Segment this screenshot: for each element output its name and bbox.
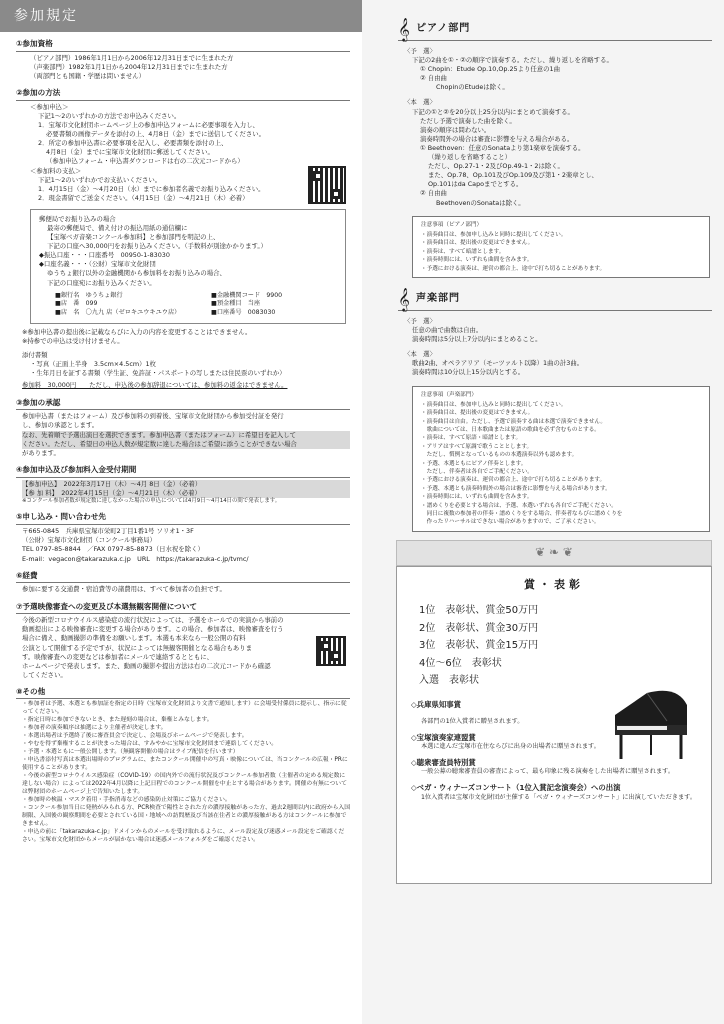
- text-line: があります。: [22, 448, 60, 457]
- section-covid-change: [16, 601, 350, 680]
- list-item: ただし、伴奏者は各自でご手配ください。: [421, 469, 533, 476]
- list-item: ・演奏は、すべて暗譜とします。: [421, 248, 505, 255]
- list-item: ・予選、本選ともにピアノ伴奏とします。: [421, 460, 527, 467]
- bank-transfer-box: [30, 209, 346, 324]
- text-line: Op.101はda Capoまでとする。: [428, 180, 523, 189]
- list-item: ・演奏曲目は、提出後の変更はできません。: [421, 240, 534, 247]
- page-title: 参加規定: [0, 0, 362, 32]
- section-eligibility: [16, 39, 350, 81]
- award-desc: 1位入賞者は宝塚市文化財団が主催する「ベガ・ウィナーズコンサート」に出演していただきます。: [421, 793, 697, 801]
- ornament-divider: [396, 540, 712, 566]
- bank-info-table: [55, 292, 288, 318]
- text-line: 歌曲2曲、オペラアリア（モーツァルト以降）1曲の計3曲。: [412, 359, 584, 368]
- section-heading: ⑧その他: [16, 687, 350, 699]
- list-item: ・演奏曲目は、参加申し込みと同時に提出してください。: [421, 231, 567, 238]
- text-line: 下記1～2のいずれかの方法でお申込みください。: [38, 111, 181, 120]
- text-line: 【参加申込】 2022年3月17日（木）～4月 8日（金）（必着）: [22, 480, 350, 489]
- award-name: ◇聴衆審査員特別賞: [411, 757, 476, 767]
- list-item: ・予選、本選とも演奏時間外の場合は審査に影響を与える場合があります。: [421, 485, 611, 492]
- text-line: （参加申込フォーム・申込書ダウンロードは右の二次元コードから）: [46, 157, 244, 166]
- text-line: 4月8日（金）までに宝塚市文化財団に郵送してください。: [46, 148, 214, 157]
- contact-email-link[interactable]: E-mail：vegacon@takarazuka.c.jp URL https://takarazuka-c.jp/tvmc/: [22, 554, 249, 563]
- section-heading: ②参加の方法: [16, 88, 350, 101]
- text-line: 必要書類の画像データを添付の上、4月8日（金）までに送信してください。: [46, 130, 266, 139]
- text-line: 任意の曲で曲数は自由。: [412, 326, 483, 335]
- section-heading: ①参加資格: [16, 39, 350, 52]
- note-title: 注意事項（ピアノ部門）: [421, 221, 483, 228]
- text-line: ◆口座名義・・・（公財）宝塚市文化財団: [39, 260, 156, 269]
- section-heading: ⑦予選映像審査への変更及び本選無観客開催について: [16, 602, 350, 615]
- text-line: ＜参加料の支払＞: [30, 166, 82, 175]
- voice-section-header: [398, 288, 712, 311]
- text-line: ② 自由曲: [420, 74, 447, 83]
- section-heading: ④参加申込及び参加料入金受付期間: [16, 465, 350, 478]
- treble-clef-icon: 𝄞: [398, 286, 410, 311]
- table-cell: ■店 番 099: [55, 300, 98, 308]
- text-line: 〈予 選〉: [404, 47, 436, 55]
- section-contact: [16, 512, 350, 563]
- text-line: 2．所定の参加申込書に必要事項を記入し、必要書類を添付の上、: [38, 139, 228, 148]
- list-item: ・申込の前に「takarazuka-c.jp」ドメインからのメールを受け取れるように、メール設定及び迷惑メール設定をご確認ください。宝塚市文化財団からメールが届かない場合は迷惑メールフォルダをご確認ください。: [22, 829, 345, 844]
- text-line: 1．宝塚市文化財団ホームページ上の参加申込フォームに必要事項を入力し、: [38, 121, 259, 130]
- text-line: 〈本 選〉: [404, 350, 436, 359]
- section-heading: ⑥経費: [16, 571, 350, 584]
- text-line: ・生年月日を証する書類（学生証、免許証・パスポートの写しまたは住民票のいずれか）: [30, 369, 286, 378]
- award-desc: 一般公募の聴衆審査員の審査によって、最も印象に残る演奏をした出場者に贈呈されます。: [421, 768, 675, 776]
- text-line: TEL 0797-85-8844 ／FAX 0797-85-8873（日水祝を除く）: [22, 545, 204, 554]
- text-line: ＜参加申込＞: [30, 102, 69, 111]
- list-item: ・申込書添付写真は本選出場時のプログラムに、またコンクール開催中の写真・映像については、当コンクールの広報・PRに使用することがあります。: [22, 757, 348, 772]
- table-cell: ■銀行名 ゆうちょ銀行: [55, 291, 123, 299]
- text-line: ・写真（正面上半身 3.5cm×4.5cm）1枚: [30, 360, 156, 369]
- text-line: なお、先着順で予選出演日を選択できます。参加申込書（またはフォーム）に希望日を記入して: [22, 431, 350, 440]
- text-line: ゆうちょ銀行以外の金融機関から参加料をお振り込みの場合、: [47, 269, 226, 278]
- list-item: ・参加時の検温・マスク着用・手指消毒などの感染防止対策にご協力ください。: [22, 797, 231, 804]
- list-item: ・予選・本選ともに一般公開します。（無観客開催の場合はライブ配信を行います）: [22, 749, 239, 756]
- prize-rank: 4位～6位 表彰状: [419, 657, 502, 669]
- text-line: 演奏時間は10分以上15分以内とする。: [412, 368, 525, 377]
- text-line: す。映像審査への変更などは参加者にメールで連絡するとともに、: [22, 652, 214, 661]
- text-line: 〈本 選〉: [404, 98, 436, 107]
- text-line: 郵便局でお振り込みの場合: [39, 214, 116, 223]
- list-item: ・今後の新型コロナウイルス感染症（COVID-19）の国内外での流行状況及びコンクール参加者数（主催者の定める規定数に達しない場合）によっては2022年4月以降に上記日程でのコンクール開催を中止とする場合があります。開催の有無については弊財団のホームページ上で告知いたします。: [22, 773, 347, 796]
- left-column: [0, 0, 362, 845]
- prize-box: [396, 566, 712, 884]
- section-other: [16, 686, 351, 845]
- text-line: 公演として開催する予定ですが、状況によっては無観客開催となる場合もありま: [22, 643, 253, 652]
- text-line: 参加申込書（またはフォーム）及び参加料の到着後、宝塚市文化財団から参加受付証を発行: [22, 412, 284, 421]
- text-line: BeethovenのSonataは除く。: [436, 198, 525, 207]
- piano-section-title: ピアノ部門: [416, 22, 471, 34]
- text-line: （声楽部門）1982年1月1日から2004年12月31日までに生まれた方: [30, 62, 228, 71]
- text-line: （両部門とも国籍・学歴は問いません）: [30, 71, 146, 80]
- text-line: 1．4月15日（金）～4月20日（水）までに参加者名義でお振り込みください。: [38, 184, 265, 193]
- section-heading: ⑤申し込み・問い合わせ先: [16, 512, 350, 525]
- text-line: 〒665-0845 兵庫県宝塚市栄町2丁目1番1号 ソリオ1・3F: [22, 527, 194, 536]
- text-line: ※持参での申込は受け付けません。: [22, 337, 124, 346]
- qr-code-icon[interactable]: [316, 636, 346, 666]
- qr-code-icon[interactable]: [308, 166, 346, 204]
- award-desc: 各部門の1位入賞者に贈呈されます。: [421, 717, 524, 725]
- list-item: ・予選における演奏は、運営の都合上、途中で打ち切ることがあります。: [421, 265, 606, 272]
- voice-section-title: 声楽部門: [416, 292, 460, 304]
- note-title: 注意事項（声楽部門）: [421, 391, 477, 398]
- text-line: 【宝塚ベガ音楽コンクール参加料】と参加部門を明記の上、: [47, 233, 220, 242]
- text-line: し、参加の承認とします。: [22, 421, 99, 430]
- table-row: [55, 309, 288, 318]
- text-line: 最寄の郵便局で、備え付けの振込用紙の通信欄に: [47, 223, 188, 232]
- text-line: 下記の口座へ30,000円をお振り込みください。（手数料が別途かかります。）: [47, 242, 267, 251]
- list-item: ・やむを得ず棄権することが決まった場合は、すみやかに宝塚市文化財団まで連絡してください。: [22, 741, 278, 748]
- prize-rank: 1位 表彰状、賞金50万円: [419, 605, 539, 617]
- text-line: （繰り返しを省略すること）: [428, 153, 512, 162]
- prize-title: 賞・表彰: [524, 577, 584, 591]
- text-line: ② 自由曲: [420, 189, 447, 198]
- prize-rank: 3位 表彰状、賞金15万円: [419, 640, 539, 652]
- text-line: ただし予選で演奏した曲を除く。: [420, 116, 516, 125]
- list-item: ・参加者の演奏順序は抽選により主催者が決定します。: [22, 725, 167, 732]
- text-line: 場合に備え、動画撮影の準備をお願いします。本選も本来なら一般公開の有料: [22, 634, 246, 643]
- list-item: ・参加者は予選、本選とも参加証を指定の日時（宝塚市文化財団より文書で通知します）に会場受付係員に提示し、指示に従ってください。: [22, 701, 347, 716]
- list-item: ・本選出場者は予選終了後に審査員会で決定し、会場及びホームページで発表します。: [22, 733, 248, 740]
- piano-section-header: [398, 18, 712, 41]
- text-line: ※コンクール参加者数が規定数に達しなかった場合の申込については4月9日～4月14日の間で発表します。: [22, 497, 281, 504]
- text-line: 〈予 選〉: [404, 316, 436, 325]
- section-approval: [16, 397, 350, 458]
- text-line: 下記1～2のいずれかでお支払いください。: [38, 175, 162, 184]
- list-item: ・コンクール参加当日に発熱がみられる方、PCR検査で陽性とされた方の濃厚接触があった方、過去2週間以内に政府から入国制限、入国後の観察期間を必要とされている国・地域への訪問歴及び当該在住者との濃厚接触がある方はコンクールに参加できません。: [22, 805, 351, 828]
- list-item: ・演奏時間には、いずれも曲間を含みます。: [421, 494, 533, 501]
- list-item: ・演奏は、すべて原語・暗譜とします。: [421, 435, 522, 442]
- table-cell: ■金融機関コード 9900: [211, 291, 283, 299]
- text-line: ① Beethoven：任意のSonataより第1楽章を演奏する。: [420, 143, 585, 152]
- text-line: ChopinのEtudeは除く。: [436, 83, 509, 92]
- list-item: ・指定日時に参加できないとき、また遅刻の場合は、棄権とみなします。: [22, 717, 213, 724]
- text-line: ホームページで発表します。また、動画の撮影や提出方法は右の二次元コードから確認: [22, 661, 271, 670]
- award-name: ◇ベガ・ウィナーズコンサート（1位入賞記念演奏会）への出演: [411, 783, 621, 793]
- prize-rank: 2位 表彰状、賞金30万円: [419, 622, 539, 634]
- list-item: ・予選における演奏は、運営の都合上、途中で打ち切ることがあります。: [421, 477, 606, 484]
- text-line: 演奏時間は5分以上7分以内にまとめること。: [412, 335, 542, 344]
- text-line: 下記の2曲を①・②の順序で演奏する。ただし、繰り返しを省略する。: [412, 56, 613, 65]
- text-line: 【参 加 料】 2022年4月15日（金）～4月21日（木）（必着）: [22, 489, 350, 498]
- voice-notes-box: [412, 386, 710, 532]
- list-item: 同日に複数の参加者の伴奏・譜めくりをする場合、伴奏者ならびに譜めくりを: [421, 510, 623, 517]
- award-name: ◇兵庫県知事賞: [411, 699, 462, 709]
- text-line: 下記の①と②を20分以上25分以内にまとめて演奏する。: [412, 107, 574, 116]
- section-period: [16, 464, 350, 506]
- table-cell: ■預金種目 当座: [211, 300, 261, 308]
- section-method: [16, 88, 350, 391]
- text-line: ◆振込口座・・・口座番号 00950-1-83030: [39, 251, 170, 260]
- list-item: 歌曲については、日本歌曲または原語の歌曲を必ず含むものとする。: [421, 427, 600, 434]
- award-name: ◇宝塚演奏家連盟賞: [411, 732, 476, 742]
- award-desc: 本選に進んだ宝塚市在住ならびに出身の出場者に贈呈されます。: [421, 743, 600, 751]
- list-item: ・演奏時間には、いずれも曲間を含みます。: [421, 257, 533, 264]
- right-column: [362, 0, 724, 1024]
- list-item: ・アリアはすべて原調で歌うこととします。: [421, 443, 533, 450]
- list-item: ・演奏曲目は、提出後の変更はできません。: [421, 410, 534, 417]
- list-item: ・演奏曲目は、参加申し込みと同時に提出してください。: [421, 401, 567, 408]
- text-line: また、Op.78、Op.101及びOp.109及び第1・2楽章とし、: [428, 171, 598, 180]
- text-line: 演奏時間外の場合は審査に影響を与える場合がある。: [420, 134, 574, 143]
- grand-piano-icon: [607, 685, 693, 763]
- section-heading: ③参加の承認: [16, 398, 350, 411]
- list-item: ・譜めくりを必要とする場合は、予選、本選いずれも各自でご手配ください。: [421, 502, 617, 509]
- text-line: 添付書類: [22, 351, 48, 360]
- list-item: ただし、慣例となっているものの本選演奏以外も認めます。: [421, 452, 578, 459]
- text-line: 参加料 30,000円 ただし、申込後の参加辞退については、参加料の返金はできません。: [22, 381, 288, 390]
- table-row: [55, 300, 288, 309]
- voice-rules: [404, 317, 710, 378]
- text-line: 演奏の順序は問わない。: [420, 125, 491, 134]
- text-line: ただし、Op.27-1・2及びOp.49-1・2は除く。: [428, 162, 564, 171]
- text-line: ※参加申込書の提出後に記載ならびに入力の内容を変更することはできません。: [22, 328, 252, 337]
- text-line: ください。ただし、希望日の申込人数が規定数に達した場合はご希望に添うことができない場合: [22, 440, 350, 449]
- list-item: ・演奏曲目は自由。ただし、予選で演奏する曲は本選で演奏できません。: [421, 418, 606, 425]
- treble-clef-icon: 𝄞: [398, 17, 410, 41]
- prize-rank: 入選 表彰状: [419, 675, 479, 687]
- text-line: 下記の口座宛にお振り込みください。: [47, 278, 156, 287]
- text-line: 動画提出による映像審査に変更する場合があります。この場合、参加者は、映像審査を行う: [22, 625, 284, 634]
- text-line: ① Chopin：Etude Op.10,Op.25より任意の1曲: [420, 65, 561, 74]
- text-line: （公財）宝塚市文化財団（コンクール事務局）: [22, 536, 156, 545]
- text-line: 今後の新型コロナウイルス感染症の流行状況によっては、予選をホールでの実演から事前の: [22, 616, 284, 625]
- table-cell: ■店 名 〇九九 店（ゼロキユウキユウ店）: [55, 309, 181, 317]
- text-line: 2．現金書留でご送金ください。（4月15日（金）～4月21日（木）必着）: [38, 193, 249, 202]
- text-line: 参加に要する交通費・宿泊費等の諸費用は、すべて参加者の負担です。: [22, 585, 226, 594]
- table-cell: ■口座番号 0083030: [211, 309, 276, 317]
- section-expenses: [16, 570, 350, 595]
- list-item: 作ったリハーサルはできない場合がありますので、ご了承ください。: [421, 519, 600, 526]
- text-line: してください。: [22, 670, 67, 679]
- piano-rules: [404, 47, 710, 208]
- piano-notes-box: [412, 216, 710, 278]
- text-line: （ピアノ部門）1986年1月1日から2006年12月31日までに生まれた方: [30, 53, 234, 62]
